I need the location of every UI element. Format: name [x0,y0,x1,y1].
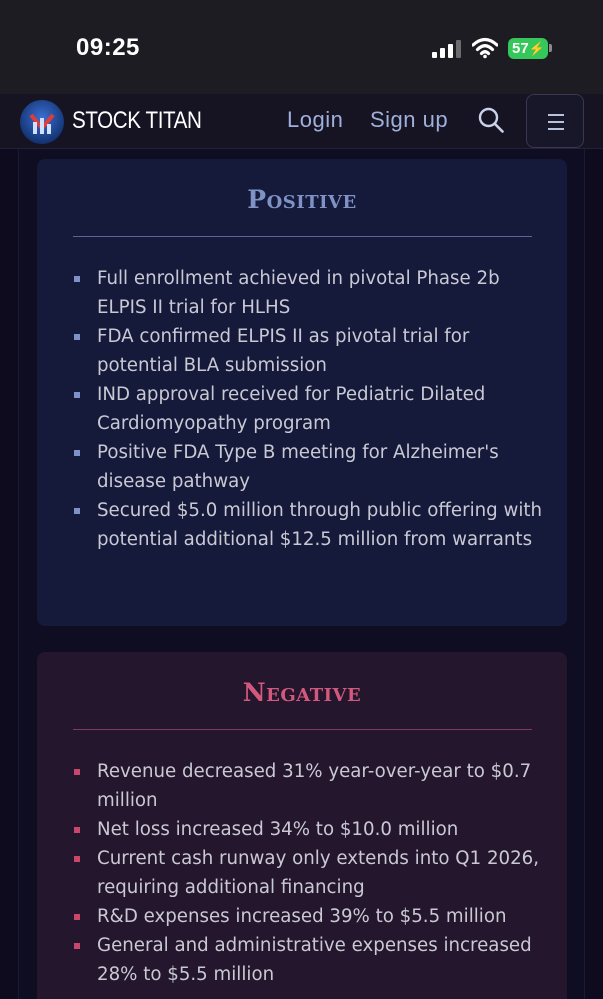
menu-button[interactable] [526,94,584,148]
bullet-icon [74,508,80,514]
list-item [74,757,544,815]
bullet-icon [74,827,80,833]
list-item [74,931,544,989]
status-bar [0,0,603,94]
list-item-text: IND approval received for Pediatric Dilated Cardiomyopathy program [97,384,486,434]
list-item [74,815,544,844]
bullet-icon [74,943,80,949]
list-item-text: Current cash runway only extends into Q1 2026, requiring additional financing [97,848,540,898]
bullet-icon [74,334,80,340]
list-item [74,264,544,322]
bullet-icon [74,769,80,775]
positive-divider [73,236,532,237]
bullet-icon [74,856,80,862]
list-item-text: Net loss increased 34% to $10.0 million [97,819,459,840]
list-item-text: FDA confirmed ELPIS II as pivotal trial for potential BLA submission [97,326,470,376]
wifi-icon [472,37,498,59]
signup-link[interactable]: Sign up [370,107,449,132]
bullet-icon [74,392,80,398]
brand-name[interactable]: STOCK TITAN [72,107,202,134]
positive-title: Positive [247,185,357,214]
positive-list [74,264,544,554]
list-item-text: Secured $5.0 million through public offering with potential additional $12.5 million from warrants [97,500,543,550]
bullet-icon [74,450,80,456]
negative-card [37,652,567,999]
list-item [74,380,544,438]
list-item-text: Full enrollment achieved in pivotal Phase 2b ELPIS II trial for HLHS [97,268,500,318]
status-time: 09:25 [76,34,140,61]
login-link[interactable]: Login [287,107,344,132]
negative-list [74,757,544,989]
negative-title: Negative [242,678,362,707]
list-item-text: Positive FDA Type B meeting for Alzheimer's disease pathway [97,442,499,492]
list-item [74,322,544,380]
battery-level: 57 [512,40,529,57]
top-navbar [0,94,603,149]
positive-card [37,159,567,626]
signal-icon [432,40,464,58]
stock-titan-logo-icon[interactable] [18,98,66,146]
list-item-text: R&D expenses increased 39% to $5.5 million [97,906,507,927]
search-icon[interactable] [477,106,505,134]
battery-tip [549,44,552,52]
negative-divider [73,729,532,730]
main-content [18,149,585,999]
list-item-text: General and administrative expenses increased 28% to $5.5 million [97,935,532,985]
list-item [74,438,544,496]
list-item [74,844,544,902]
battery-charging-icon: 57⚡ [508,38,548,59]
list-item-text: Revenue decreased 31% year-over-year to $0.7 million [97,761,532,811]
list-item [74,496,544,554]
bullet-icon [74,914,80,920]
bullet-icon [74,276,80,282]
list-item [74,902,544,931]
